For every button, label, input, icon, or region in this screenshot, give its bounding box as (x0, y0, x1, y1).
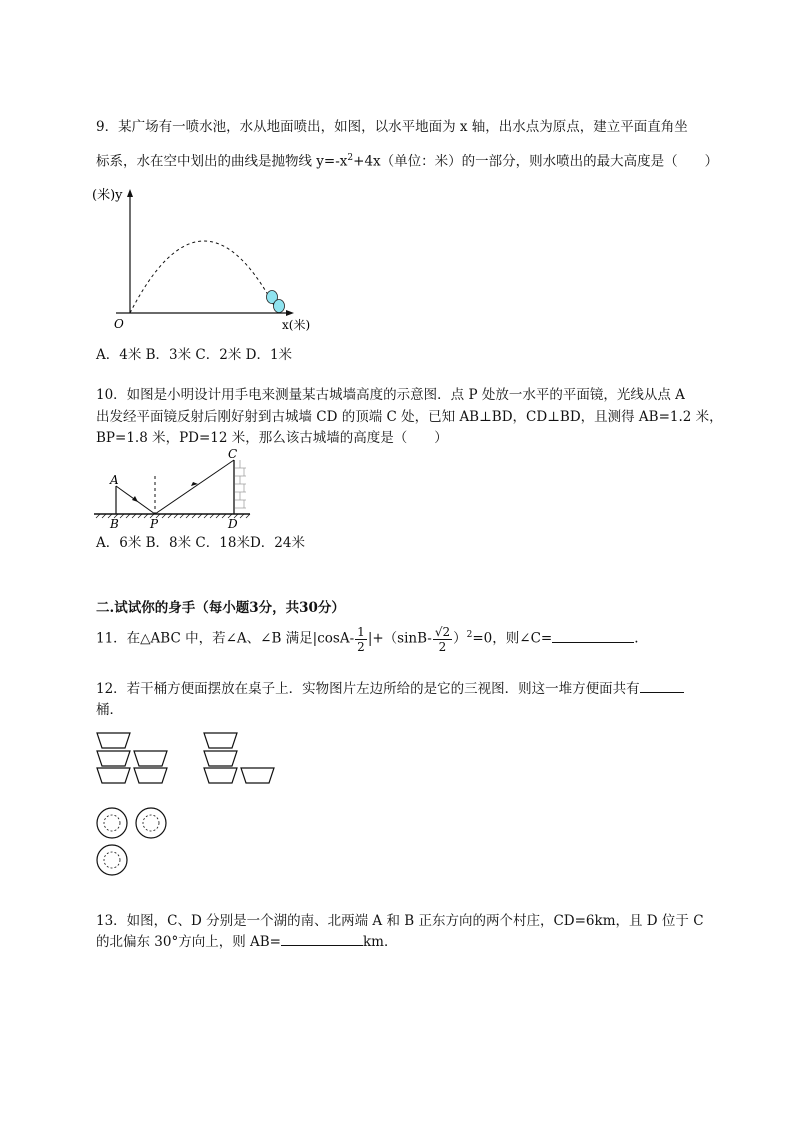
q9-line1: 9．某广场有一喷水池，水从地面喷出，如图，以水平地面为 x 轴，出水点为原点，建立平面直角坐 (96, 119, 688, 135)
q12-top-view (97, 808, 166, 875)
q12-front-bowl-5 (134, 768, 167, 783)
q10-label-b: B (110, 517, 119, 531)
q10-line2: 出发经平面镜反射后刚好射到古城墙 CD 的顶端 C 处，已知 AB⊥BD，CD⊥BD，且测得 AB=1.2 米， (96, 409, 723, 425)
q9-parabola-figure (92, 185, 322, 335)
q13-line1: 13．如图，C、D 分别是一个湖的南、北两端 A 和 B 正东方向的两个村庄，CD=6km，且 D 位于 C (96, 913, 704, 929)
q12-three-views-figure (94, 730, 284, 880)
q11-suffix-a: ） (453, 630, 467, 647)
q12-line1-text: 12．若干桶方便面摆放在桌子上．实物图片左边所给的是它的三视图．则这一堆方便面共有 (96, 681, 640, 697)
q11-frac2-den: 2 (438, 639, 447, 654)
q12-side-bowl-2 (204, 751, 237, 766)
q11-answer-blank[interactable] (552, 630, 634, 643)
q12-side-bowl-3 (204, 768, 237, 783)
q12-top-circle-1-inner (104, 815, 120, 831)
q12-front-bowl-4 (134, 751, 167, 766)
q12-line2: 桶． (96, 702, 123, 718)
q12-top-circle-1 (97, 808, 127, 838)
q11-fraction-root2 (433, 625, 452, 654)
q10-line1: 10．如图是小明设计用手电来测量某古城墙高度的示意图．点 P 处放一水平的平面镜，光线从点 A (96, 387, 685, 403)
q11-frac1-den: 2 (357, 639, 365, 654)
q9-y-arrow (127, 189, 133, 197)
q12-top-circle-3 (97, 845, 127, 875)
q10-wall-bricks (235, 460, 246, 508)
q9-water-drop-2 (274, 300, 285, 313)
q10-options: A．6米 B．8米 C．18米D．24米 (96, 535, 305, 551)
q9-line2-text-a: 标系，水在空中划出的曲线是抛物线 y=-x (96, 153, 348, 170)
q10-label-c: C (228, 447, 238, 461)
q11-mid: |+（sinB- (367, 630, 432, 647)
q13-line2-text-a: 的北偏东 30°方向上，则 AB= (96, 934, 281, 950)
q12-front-bowl-2 (97, 751, 130, 766)
q12-side-bowl-1 (204, 733, 237, 748)
q12-line1 (96, 680, 684, 698)
q9-options: A．4米 B．3米 C．2米 D．1米 (96, 347, 293, 363)
q12-top-circle-3-inner (104, 852, 120, 868)
q12-top-circle-2 (136, 808, 166, 838)
q9-origin-label: O (114, 317, 124, 331)
q11-fraction-half (355, 625, 367, 654)
q12-front-bowl-3 (97, 768, 130, 783)
q11-end: . (634, 630, 639, 647)
q13-line2-text-b: km． (363, 934, 398, 950)
q9-exponent: 2 (347, 153, 354, 163)
q9-ylabel: (米)y (92, 188, 123, 203)
q10-label-a: A (110, 473, 119, 487)
q10-ray-pc (155, 460, 234, 514)
q11-exponent: 2 (466, 630, 473, 640)
q10-arrow-1 (132, 496, 138, 502)
q9-line2 (96, 149, 718, 171)
q12-side-view (204, 733, 274, 783)
section2-title: 二.试试你的身手（每小题3分，共30分） (96, 600, 345, 616)
q11-frac2-num: √2 (434, 624, 451, 639)
q13-line2 (96, 933, 397, 951)
q13-answer-blank[interactable] (281, 933, 363, 946)
q11-frac1-num: 1 (357, 624, 365, 639)
q11-prefix: 11．在△ABC 中，若∠A、∠B 满足|cosA- (96, 630, 355, 647)
q12-front-view (97, 733, 167, 783)
q11-line (96, 618, 639, 656)
q9-x-arrow (286, 310, 294, 316)
q10-label-p: P (150, 517, 159, 531)
q10-wall-figure (94, 448, 254, 532)
q10-label-d: D (228, 517, 238, 531)
q9-line2-text-b: +4x（单位：米）的一部分，则水喷出的最大高度是（ ） (353, 153, 719, 170)
q12-side-bowl-4 (241, 768, 274, 783)
q12-answer-blank[interactable] (640, 680, 684, 693)
q11-suffix-b: =0，则∠C= (472, 630, 553, 647)
q9-parabola-curve (130, 241, 278, 313)
q12-top-circle-2-inner (143, 815, 159, 831)
q9-xlabel: x(米) (282, 318, 311, 332)
q12-front-bowl-1 (97, 733, 130, 748)
q10-line3: BP=1.8 米，PD=12 米，那么该古城墙的高度是（ ） (96, 430, 448, 446)
